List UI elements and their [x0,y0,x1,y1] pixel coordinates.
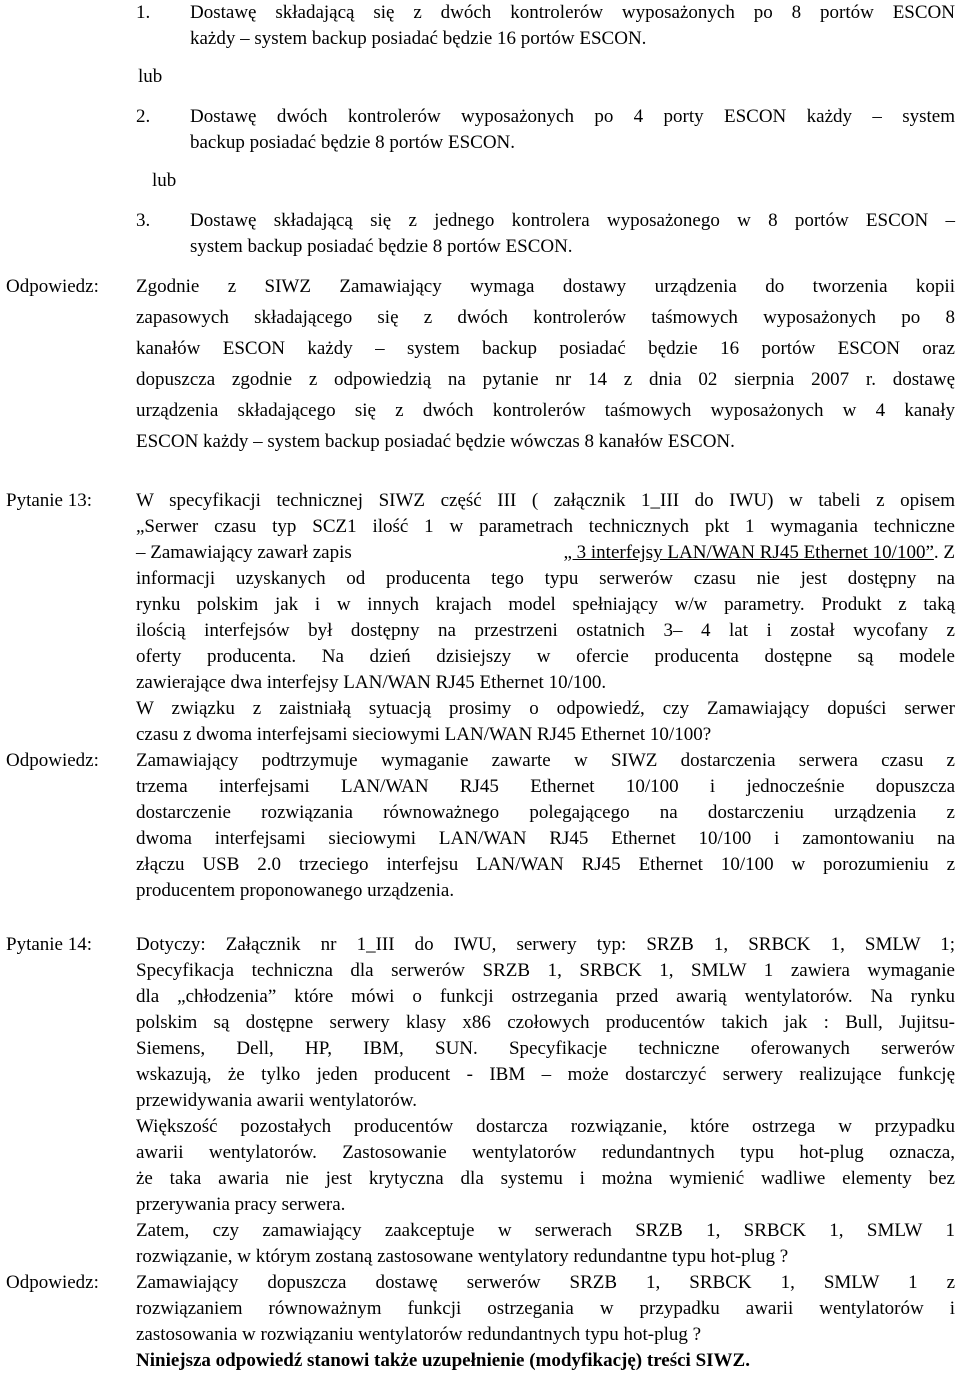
item-3-line: Dostawę składającą się z jednego kontrolera wyposażonego w 8 portów ESCON – [190,210,955,231]
answer-12-line: kanałów ESCON każdy – system backup posiadać będzie 16 portów ESCON oraz [136,338,955,359]
question-13-line: czasu z dwoma interfejsami sieciowymi LAN/WAN RJ45 Ethernet 10/100? [136,724,712,745]
question-14-line: Siemens, Dell, HP, IBM, SUN. Specyfikacje techniczne oferowanych serwerów [136,1038,955,1059]
question-13-line: zawierające dwa interfejsy LAN/WAN RJ45 Ethernet 10/100. [136,672,607,693]
answer-13 [136,748,955,908]
item-2-line: Dostawę dwóch kontrolerów wyposażonych po 4 porty ESCON każdy – system [190,106,955,127]
answer-label: Odpowiedz: [6,1272,99,1293]
answer-label: Odpowiedz: [6,276,99,297]
final-note: Niniejsza odpowiedź stanowi także uzupełnienie (modyfikację) treści SIWZ. [136,1350,750,1371]
answer-12-line: zapasowych składającego się z dwóch kontrolerów taśmowych wyposażonych po 8 [136,307,955,328]
q13-text-part: – Zamawiający zawarł zapis [136,542,352,563]
question-13-line: W związku z zaistniałą sytuacją prosimy o odpowiedź, czy Zamawiający dopuści serwer [136,698,955,719]
item-1 [190,0,955,52]
item-2-number: 2. [136,106,151,127]
question-13 [136,488,955,748]
question-14-line: że taka awaria nie jest krytyczna dla systemu i można wymienić wadliwe elementy bez [136,1168,955,1189]
item-1-line: każdy – system backup posiadać będzie 16 portów ESCON. [190,28,647,49]
question-13-line [136,542,955,564]
answer-label: Odpowiedz: [6,750,99,771]
answer-14 [136,1270,955,1373]
question-13-line: W specyfikacji technicznej SIWZ część III ( załącznik 1_III do IWU) w tabeli z opisem [136,490,955,511]
question-14-line: Zatem, czy zamawiający zaakceptuje w serwerach SRZB 1, SRBCK 1, SMLW 1 [136,1220,955,1241]
question-13-line: oferty producenta. Na dzień dzisiejszy w ofercie producenta dostępne są modele [136,646,955,667]
q13-text-part: . Z [933,542,955,563]
lub-text: lub [152,170,177,191]
question-14-line: Większość pozostałych producentów dostarcza rozwiązanie, które ostrzega w przypadku [136,1116,955,1137]
answer-13-line: producentem proponowanego urządzenia. [136,880,455,901]
answer-14-line: Zamawiający dopuszcza dostawę serwerów SRZB 1, SRBCK 1, SMLW 1 z [136,1272,955,1293]
question-14-line: przerywania pracy serwera. [136,1194,346,1215]
answer-12 [136,274,955,464]
question-14-line: Specyfikacja techniczna dla serwerów SRZB 1, SRBCK 1, SMLW 1 zawiera wymaganie [136,960,955,981]
answer-13-line: dostarczenie rozwiązania równoważnego polegającego na dostarczeniu urządzenia z [136,802,955,823]
question-14 [136,932,955,1272]
question-13-line: rynku polskim jak i w innych krajach model spełniający w/w parametry. Produkt z taką [136,594,955,615]
question-14-line: polskim są dostępne serwery klasy x86 czołowych producentów takich jak : Bull, Jujitsu- [136,1012,955,1033]
lub-text: lub [138,66,163,87]
question-14-line: rozwiązanie, w którym zostaną zastosowane wentylatory redundantne typu hot-plug ? [136,1246,789,1267]
item-1-number: 1. [136,2,151,23]
q13-quoted-requirement: „ 3 interfejsy LAN/WAN RJ45 Ethernet 10/100” [563,542,934,563]
question-13-line: „Serwer czasu typ SCZ1 ilość 1 w parametrach technicznych pkt 1 wymagania techniczne [136,516,955,537]
item-3 [190,208,955,260]
item-1-line: Dostawę składającą się z dwóch kontrolerów wyposażonych po 8 portów ESCON [190,2,955,23]
item-2 [190,104,955,156]
question-13-line: ilością interfejsów był dostępny na przestrzeni ostatnich 3– 4 lat i został wycofany z [136,620,955,641]
question-14-line: dla „chłodzenia” które mówi o funkcji ostrzegania przed awarią wentylatorów. Na rynku [136,986,955,1007]
answer-12-line: dopuszcza zgodnie z odpowiedzią na pytanie nr 14 z dnia 02 sierpnia 2007 r. dostawę [136,369,955,390]
answer-13-line: Zamawiający podtrzymuje wymaganie zawarte w SIWZ dostarczenia serwera czasu z [136,750,955,771]
answer-13-line: dwoma interfejsami sieciowymi LAN/WAN RJ45 Ethernet 10/100 i zamontowaniu na [136,828,955,849]
answer-12-line: Zgodnie z SIWZ Zamawiający wymaga dostawy urządzenia do tworzenia kopii [136,276,955,297]
answer-13-line: złączu USB 2.0 trzeciego interfejsu LAN/WAN RJ45 Ethernet 10/100 w porozumieniu z [136,854,955,875]
item-3-number: 3. [136,210,151,231]
question-14-line: przewidywania awarii wentylatorów. [136,1090,418,1111]
answer-14-line: zastosowania w rozwiązaniu wentylatorów redundantnych typu hot-plug ? [136,1324,702,1345]
answer-14-line: rozwiązaniem równoważnym funkcji ostrzegania w przypadku awarii wentylatorów i [136,1298,955,1319]
question-14-line: Dotyczy: Załącznik nr 1_III do IWU, serwery typ: SRZB 1, SRBCK 1, SMLW 1; [136,934,955,955]
item-2-line: backup posiadać będzie 8 portów ESCON. [190,132,516,153]
question-label: Pytanie 14: [6,934,93,955]
answer-13-line: trzema interfejsami LAN/WAN RJ45 Ethernet 10/100 i jednocześnie dopuszcza [136,776,955,797]
question-14-line: wskazują, że tylko jeden producent - IBM – może dostarczyć serwery realizujące funkcję [136,1064,955,1085]
question-13-line: informacji uzyskanych od producenta tego typu serwerów czasu nie jest dostępny na [136,568,955,589]
question-label: Pytanie 13: [6,490,93,511]
answer-12-line: ESCON każdy – system backup posiadać będzie wówczas 8 kanałów ESCON. [136,431,735,452]
item-3-line: system backup posiadać będzie 8 portów ESCON. [190,236,573,257]
answer-12-line: urządzenia składającego się z dwóch kontrolerów taśmowych wyposażonych w 4 kanały [136,400,955,421]
question-14-line: awarii wentylatorów. Zastosowanie wentylatorów redundantnych typu hot-plug oznacza, [136,1142,955,1163]
